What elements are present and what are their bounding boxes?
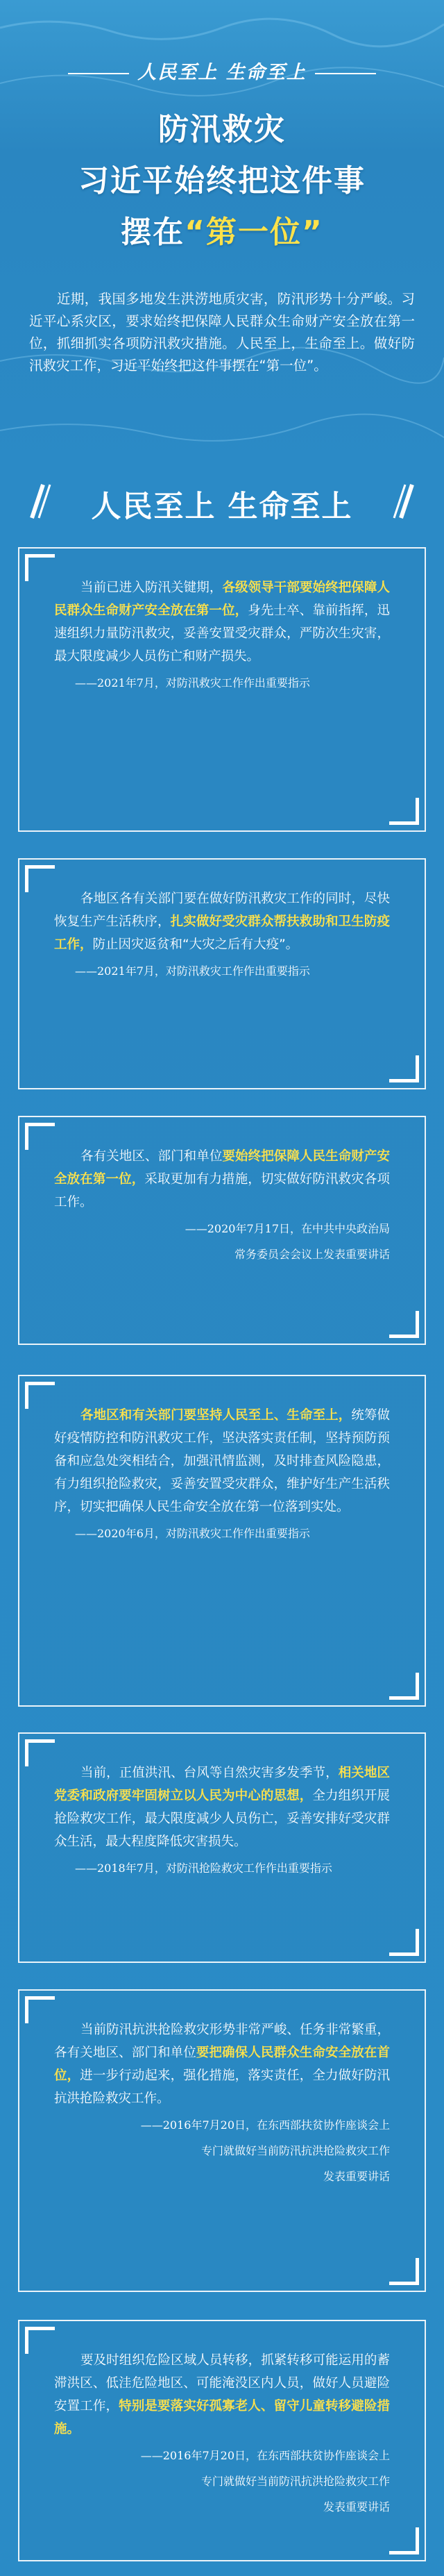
hero (0, 0, 444, 528)
quote-body (54, 2018, 390, 2187)
slash-ornament-icon (393, 482, 420, 521)
quote-source: ——2016年7月20日，在东西部扶贫协作座谈会上 (140, 2118, 390, 2132)
quote-text: 采取更加有力措施，切实做好防汛救灾各项工作。 (54, 1172, 390, 1210)
corner-ornament-icon (25, 2327, 55, 2354)
quote-card (18, 547, 426, 832)
quote-text: 防止因灾返贫和“大灾之后有大疫”。 (92, 937, 299, 952)
quote-text: 各地区各有关部门要在做好防汛救灾工作的同时，尽快恢复生产生活秩序， (54, 892, 390, 929)
corner-ornament-icon (25, 1382, 55, 1409)
quote-paragraph (54, 2349, 390, 2441)
title-line-3-quote: “第一位” (185, 215, 323, 250)
quote-source: ——2021年7月，对防汛救灾工作作出重要指示 (75, 964, 310, 978)
quote-text: 当前已进入防汛关键期， (80, 580, 223, 595)
section-header (19, 479, 425, 528)
quote-card (18, 1732, 426, 1963)
corner-ornament-icon (25, 1996, 55, 2023)
corner-ornament-icon (389, 2258, 419, 2285)
divider-line (315, 73, 376, 74)
quote-highlight: 各地区和有关部门要坚持人民至上、生命至上， (80, 1408, 352, 1423)
title-line-3-prefix: 摆在 (121, 215, 185, 250)
quote-body (54, 887, 390, 982)
page-title-line-3 (0, 207, 444, 251)
quote-highlight: 相关地区党委和政府要牢固树立以人民为中心的思想， (54, 1766, 390, 1803)
quote-text: 身先士卒、靠前指挥，迅速组织力量防汛救灾，妥善安置受灾群众，严防次生灾害，最大限度减少人员伤亡和财产损失。 (54, 603, 390, 664)
quote-text: 各有关地区、部门和单位 (80, 1149, 223, 1164)
divider-line (68, 73, 129, 74)
quote-highlight: 扎实做好受灾群众帮扶救助和卫生防疫工作， (54, 914, 390, 952)
quote-body (54, 576, 390, 694)
quote-source: ——2018年7月，对防汛抢险救灾工作作出重要指示 (75, 1862, 332, 1875)
quote-source-line-2: 专门就做好当前防汛抗洪抢险救灾工作 (200, 2475, 390, 2488)
quote-source: ——2016年7月20日，在东西部扶贫协作座谈会上 (140, 2449, 390, 2462)
corner-ornament-icon (389, 1311, 419, 1338)
quote-highlight: 要始终把保障人民生命财产安全放在第一位， (54, 1149, 390, 1187)
quote-text: 当前防汛抗洪抢险救灾形势非常严峻、任务非常繁重，各有关地区、部门和单位 (54, 2023, 390, 2060)
quote-source: ——2021年7月，对防汛救灾工作作出重要指示 (75, 676, 310, 689)
quote-card (18, 1375, 426, 1707)
corner-ornament-icon (25, 554, 55, 581)
quote-body (54, 2349, 390, 2518)
kicker (0, 57, 444, 84)
quote-body (54, 1762, 390, 1879)
quote-text: 当前，正值洪汛、台风等自然灾害多发季节， (80, 1766, 339, 1780)
quote-source-line-3: 发表重要讲话 (323, 2500, 390, 2514)
quote-paragraph (54, 1145, 390, 1214)
quote-source-line-2: 专门就做好当前防汛抗洪抢险救灾工作 (200, 2144, 390, 2157)
corner-ornament-icon (25, 1739, 55, 1766)
quote-card (18, 1989, 426, 2292)
intro-paragraph: 近期，我国多地发生洪涝地质灾害，防汛形势十分严峻。习近平心系灾区，要求始终把保障人民群众生命财产安全放在第一位，抓细抓实各项防汛救灾措施。人民至上，生命至上。做好防汛救灾工作，习近平始终把这件事摆在“第一位”。 (29, 291, 415, 374)
quote-paragraph (54, 576, 390, 668)
quote-source: ——2020年6月，对防汛救灾工作作出重要指示 (75, 1527, 310, 1540)
quote-source-line-3: 发表重要讲话 (323, 2170, 390, 2183)
quote-card (18, 858, 426, 1089)
corner-ornament-icon (389, 798, 419, 825)
corner-ornament-icon (389, 1673, 419, 1700)
quote-card (18, 1116, 426, 1345)
quote-body (54, 1145, 390, 1265)
quote-text: 进一步行动起来，强化措施，落实责任，全力做好防汛抗洪抢险救灾工作。 (54, 2068, 390, 2106)
corner-ornament-icon (25, 865, 55, 892)
corner-ornament-icon (389, 1929, 419, 1956)
quote-highlight: 要把确保人民群众生命安全放在首位， (54, 2046, 390, 2083)
quote-text: 要及时组织危险区域人员转移，抓紧转移可能运用的蓄滞洪区、低洼危险地区、可能淹没区内人员，做好人员避险安置工作， (54, 2353, 390, 2414)
page-title-line-2: 习近平始终把这件事 (78, 163, 366, 199)
quote-source-line-2: 常务委员会会议上发表重要讲话 (234, 1248, 390, 1261)
page-title-line-1: 防汛救灾 (158, 112, 286, 147)
quote-highlight: 各级领导干部要始终把保障人民群众生命财产安全放在第一位， (54, 580, 390, 618)
quote-paragraph (54, 1762, 390, 1853)
corner-ornament-icon (389, 1055, 419, 1082)
quote-card (18, 2320, 426, 2561)
quote-text: 全力组织开展抢险救灾工作，最大限度减少人员伤亡，妥善安排好受灾群众生活，最大程度降低灾害损失。 (54, 1789, 390, 1849)
section-title: 人民至上 生命至上 (91, 490, 353, 524)
quote-text: 统筹做好疫情防控和防汛救灾工作，坚决落实责任制，坚持预防预备和应急处突相结合，加强汛情监测，及时排查风险隐患，有力组织抢险救灾，妥善安置受灾群众，维护好生产生活秩序，切实把确保人民生命安全放在第一位落到实处。 (54, 1408, 390, 1514)
quote-highlight: 特别是要落实好孤寡老人、留守儿童转移避险措施。 (54, 2399, 390, 2436)
quote-source: ——2020年7月17日，在中共中央政治局 (185, 1222, 390, 1235)
quote-paragraph (54, 1404, 390, 1519)
quote-paragraph (54, 2018, 390, 2110)
quote-body (54, 1404, 390, 1544)
kicker-text: 人民至上 生命至上 (137, 62, 307, 83)
corner-ornament-icon (389, 2527, 419, 2554)
quote-paragraph (54, 887, 390, 956)
corner-ornament-icon (25, 1123, 55, 1150)
